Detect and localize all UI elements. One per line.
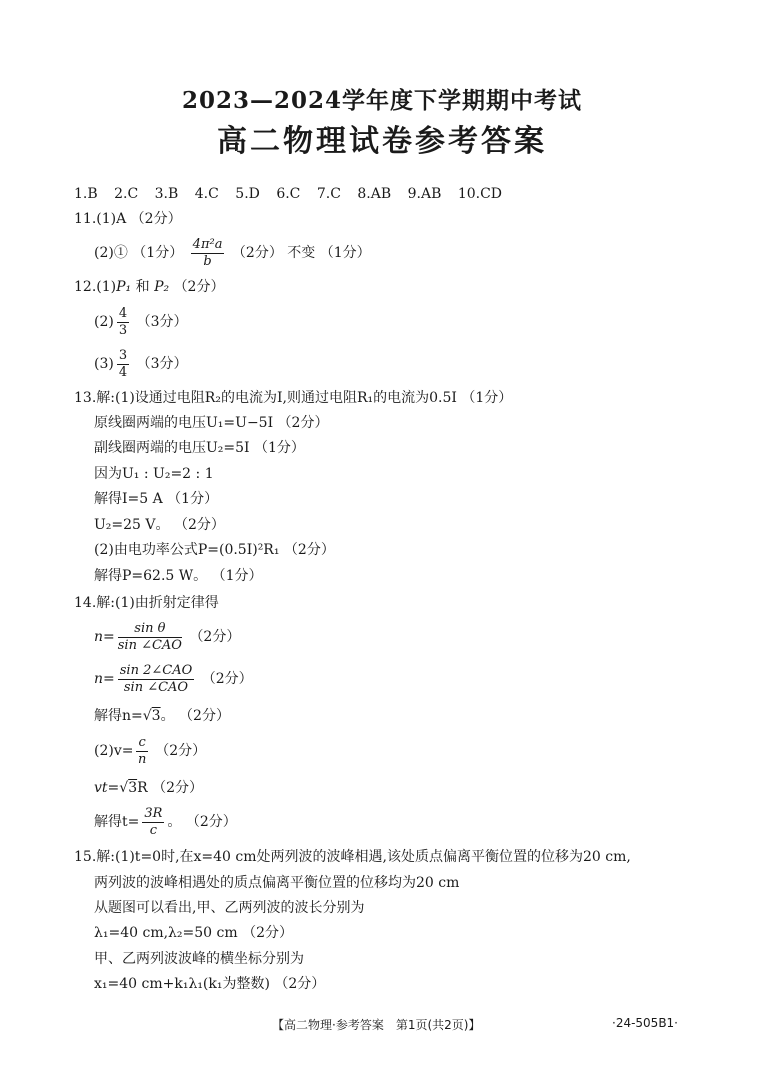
q14-score: （2分）	[155, 743, 207, 759]
q14-fraction	[142, 806, 164, 839]
fraction-numerator: sin θ	[118, 621, 182, 638]
q12-fraction	[117, 306, 129, 339]
q12-score: （2分）	[173, 279, 225, 295]
q13-line: U₂=25 V。 （2分）	[94, 517, 225, 533]
q12-part2-label: (2)	[94, 314, 114, 330]
q13-line: 解得I=5 A （1分）	[94, 491, 219, 507]
mc-answer: 5.D	[235, 186, 260, 202]
fraction-numerator: 4	[118, 305, 128, 321]
fraction-numerator: 3	[118, 347, 128, 363]
fraction-numerator: 3R	[144, 805, 163, 821]
q14-score: （2分）	[189, 629, 241, 645]
q11-score: （2分）	[231, 245, 283, 261]
fraction-denominator: n	[137, 751, 147, 767]
mc-answer: 4.C	[194, 186, 219, 202]
q11-part2-label: (2)①	[94, 245, 128, 261]
fraction-denominator: b	[203, 253, 212, 269]
q12-part1-label: 12.(1)	[74, 279, 117, 295]
q15-line: 15.解:(1)t=0时,在x=40 cm处两列波的波峰相遇,该处质点偏离平衡位置的位移为20 cm,	[74, 849, 631, 865]
q12-p1-symbol: P₁	[116, 279, 132, 295]
fraction-numerator: sin 2∠CAO	[119, 662, 193, 678]
q14-time	[94, 805, 237, 839]
fraction-numerator: 4π²a	[192, 236, 223, 252]
q13-line: 13.解:(1)设通过电阻R₂的电流为I,则通过电阻R₁的电流为0.5I （1分）	[74, 390, 513, 406]
q14-velocity	[94, 734, 206, 768]
q14-lhs: n=	[94, 671, 115, 687]
q12-fraction	[117, 348, 129, 381]
q11-score: （1分）	[319, 245, 371, 261]
q14-text: R （2分）	[137, 780, 204, 796]
mc-answer: 8.AB	[357, 186, 392, 202]
q14-fraction	[118, 663, 195, 696]
footer-code: ·24-505B1·	[612, 1016, 678, 1030]
q11-fraction	[191, 237, 225, 270]
q14-formula-2	[94, 661, 253, 697]
q14-score: （2分）	[201, 671, 253, 687]
q14-score: 。 （2分）	[167, 814, 237, 830]
q14-lhs: vt=	[94, 780, 120, 796]
q12-part1	[74, 277, 224, 297]
q12-score: （3分）	[136, 356, 188, 372]
q14-lhs: 解得t=	[94, 814, 140, 830]
mc-answer: 2.C	[114, 186, 139, 202]
q14-vt: vt=√3R （2分）	[94, 780, 204, 796]
q12-score: （3分）	[136, 314, 188, 330]
footer-page-info: 【高二物理·参考答案 第1页(共2页)】	[272, 1018, 481, 1032]
fraction-denominator: sin ∠CAO	[123, 679, 189, 695]
fraction-numerator: c	[138, 734, 146, 750]
page-subtitle: 高二物理试卷参考答案	[217, 124, 547, 159]
q14-fraction	[118, 621, 182, 654]
mc-answer: 7.C	[316, 186, 341, 202]
q11-part2	[94, 236, 371, 270]
q13-line: 因为U₁ : U₂=2 : 1	[94, 466, 214, 482]
q14-sqrt: 3	[151, 708, 161, 724]
q14-text: 解得n=	[94, 708, 143, 724]
q13-line: 解得P=62.5 W。 （1分）	[94, 568, 263, 584]
fraction-denominator: 4	[118, 364, 128, 380]
q13-line: 副线圈两端的电压U₂=5I （1分）	[94, 440, 305, 456]
mc-answer: 10.CD	[457, 186, 503, 202]
q15-line: 从题图可以看出,甲、乙两列波的波长分别为	[94, 900, 365, 916]
q14-lhs: (2)v=	[94, 743, 134, 759]
q12-p2-symbol: P₂	[154, 279, 170, 295]
q12-part3-label: (3)	[94, 356, 114, 372]
q14-lhs: n=	[94, 629, 115, 645]
mc-answers	[74, 184, 514, 204]
q15-line: x₁=40 cm+k₁λ₁(k₁为整数) （2分）	[94, 976, 326, 992]
q11-answer-unchanged: 不变	[287, 245, 316, 261]
q14-intro: 14.解:(1)由折射定律得	[74, 595, 219, 611]
q12-part3	[94, 347, 188, 381]
q13-line: 原线圈两端的电压U₁=U−5I （2分）	[94, 415, 329, 431]
q15-line: λ₁=40 cm,λ₂=50 cm （2分）	[94, 925, 294, 941]
q12-part2	[94, 305, 188, 339]
q14-formula-1	[94, 619, 240, 655]
q11-score: （1分）	[132, 245, 184, 261]
mc-answer: 1.B	[74, 186, 98, 202]
q14-text: 。 （2分）	[160, 708, 230, 724]
mc-answer: 9.AB	[407, 186, 442, 202]
mc-answer: 6.C	[276, 186, 301, 202]
fraction-denominator: 3	[118, 322, 128, 338]
q14-fraction	[136, 735, 147, 768]
q11-part1: 11.(1)A （2分）	[74, 211, 182, 227]
q14-result-n: 解得n=√3。 （2分）	[94, 708, 230, 724]
mc-answer: 3.B	[154, 186, 179, 202]
q12-and: 和	[131, 279, 155, 295]
q14-sqrt: 3	[128, 780, 138, 796]
page-title: 2023—2024学年度下学期期中考试	[181, 87, 583, 114]
fraction-denominator: sin ∠CAO	[117, 637, 182, 653]
q15-line: 甲、乙两列波波峰的横坐标分别为	[94, 951, 304, 967]
q13-line: (2)由电功率公式P=(0.5I)²R₁ （2分）	[94, 542, 335, 558]
q15-line: 两列波的波峰相遇处的质点偏离平衡位置的位移均为20 cm	[94, 875, 460, 891]
fraction-denominator: c	[149, 822, 158, 838]
